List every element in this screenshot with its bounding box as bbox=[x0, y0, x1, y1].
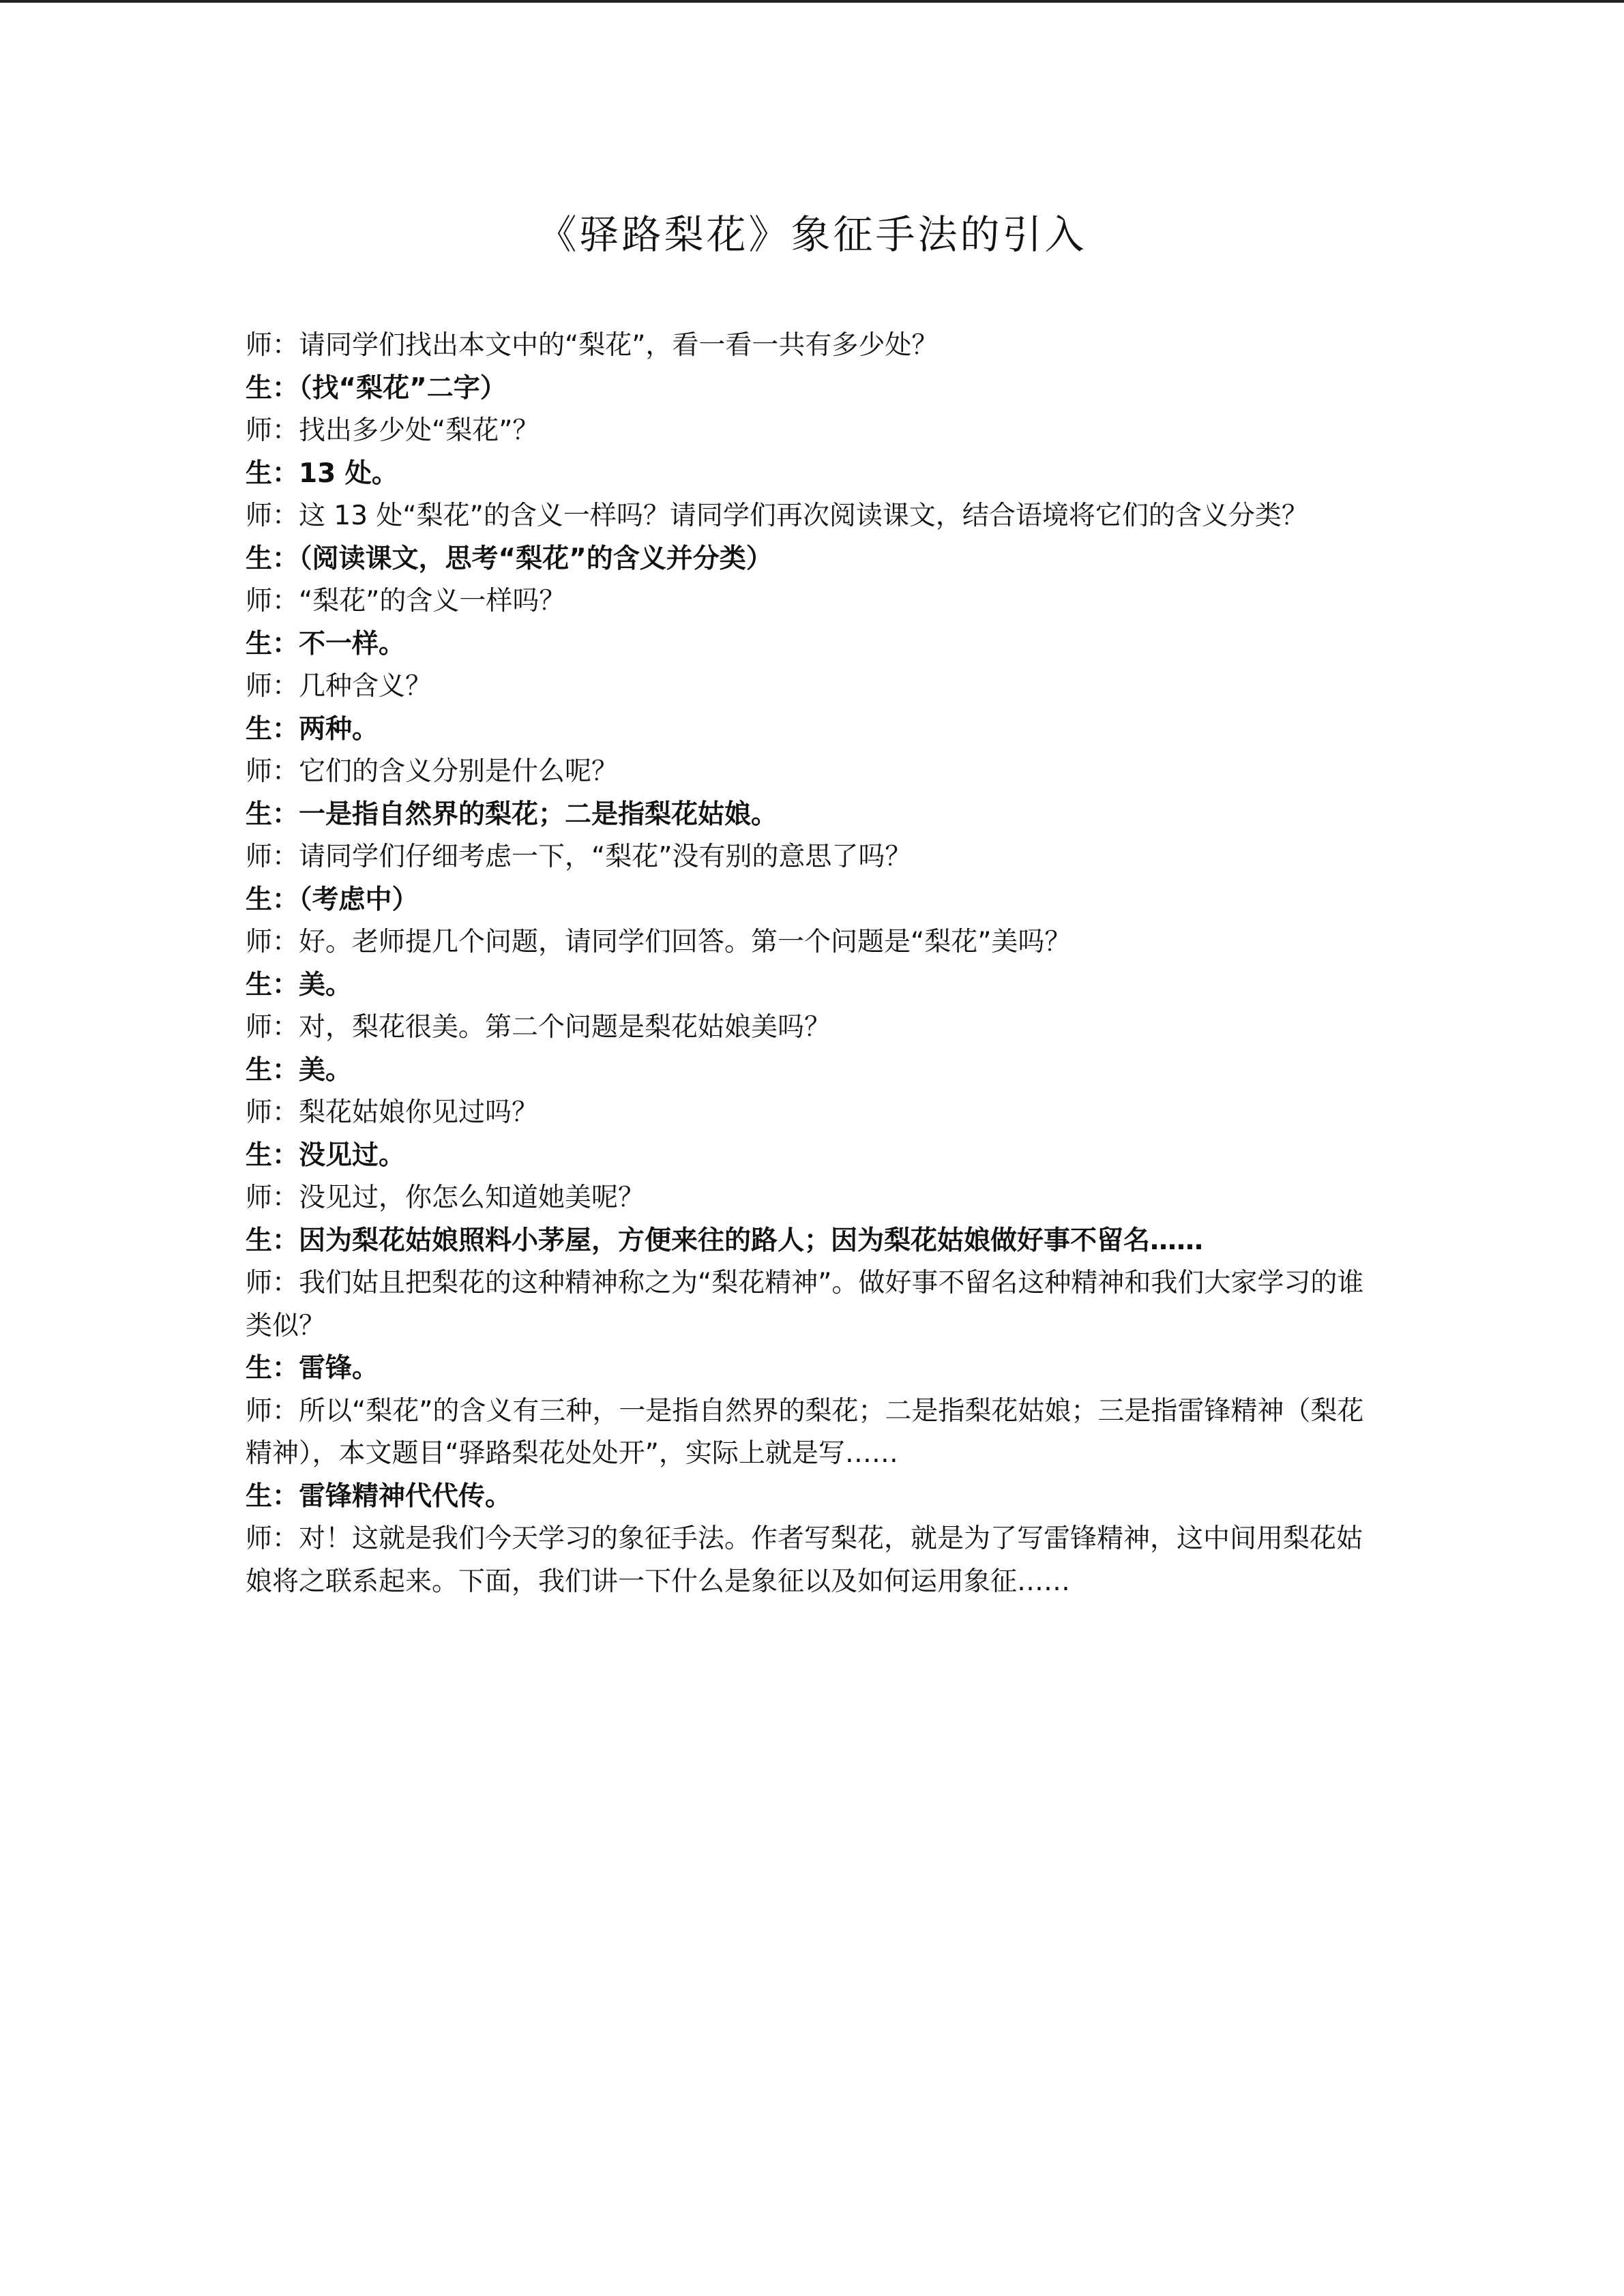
teacher-line: 师：所以“梨花”的含义有三种，一是指自然界的梨花；二是指梨花姑娘；三是指雷锋精神（梨花精神），本文题目“驿路梨花处处开”，实际上就是写…… bbox=[246, 1395, 1364, 1469]
teacher-line: 师：几种含义？ bbox=[246, 671, 432, 702]
teacher-line: 师：找出多少处“梨花”？ bbox=[246, 415, 540, 446]
student-line: 生：因为梨花姑娘照料小茅屋，方便来往的路人；因为梨花姑娘做好事不留名…… bbox=[246, 1225, 1204, 1256]
student-line: 生：（阅读课文，思考“梨花”的含义并分类） bbox=[246, 543, 773, 574]
teacher-line: 师：“梨花”的含义一样吗？ bbox=[246, 586, 566, 616]
dialogue-transcript bbox=[246, 325, 1378, 1603]
teacher-line: 师：好。老师提几个问题，请同学们回答。第一个问题是“梨花”美吗？ bbox=[246, 927, 1072, 957]
student-line: 生：雷锋。 bbox=[246, 1353, 379, 1384]
student-line: 生：（找“梨花”二字） bbox=[246, 372, 507, 404]
teacher-line: 师：这 13 处“梨花”的含义一样吗？请同学们再次阅读课文，结合语境将它们的含义分类？ bbox=[246, 501, 1308, 531]
student-line: 生：雷锋精神代代传。 bbox=[246, 1480, 512, 1512]
teacher-line: 师：梨花姑娘你见过吗？ bbox=[246, 1097, 539, 1128]
teacher-line: 师：它们的含义分别是什么呢？ bbox=[246, 756, 619, 787]
page-title: 《驿路梨花》象征手法的引入 bbox=[537, 211, 1087, 258]
student-line: 生：13 处。 bbox=[246, 458, 398, 489]
student-line: 生：不一样。 bbox=[246, 628, 406, 659]
student-line: 生：美。 bbox=[246, 969, 353, 1000]
student-line: 生：两种。 bbox=[246, 713, 379, 745]
teacher-line: 师：对！这就是我们今天学习的象征手法。作者写梨花，就是为了写雷锋精神，这中间用梨花姑娘将之联系起来。下面，我们讲一下什么是象征以及如何运用象征…… bbox=[246, 1523, 1363, 1597]
student-line: 生：（考虑中） bbox=[246, 884, 419, 915]
teacher-line: 师：请同学们找出本文中的“梨花”，看一看一共有多少处？ bbox=[246, 330, 939, 361]
teacher-line: 师：请同学们仔细考虑一下，“梨花”没有别的意思了吗？ bbox=[246, 841, 912, 872]
teacher-line: 师：我们姑且把梨花的这种精神称之为“梨花精神”。做好事不留名这种精神和我们大家学习的谁类似？ bbox=[246, 1268, 1364, 1341]
student-line: 生：一是指自然界的梨花；二是指梨花姑娘。 bbox=[246, 799, 778, 830]
teacher-line: 师：对，梨花很美。第二个问题是梨花姑娘美吗？ bbox=[246, 1012, 831, 1043]
teacher-line: 师：没见过，你怎么知道她美呢？ bbox=[246, 1182, 645, 1213]
student-line: 生：没见过。 bbox=[246, 1139, 406, 1171]
student-line: 生：美。 bbox=[246, 1054, 353, 1086]
